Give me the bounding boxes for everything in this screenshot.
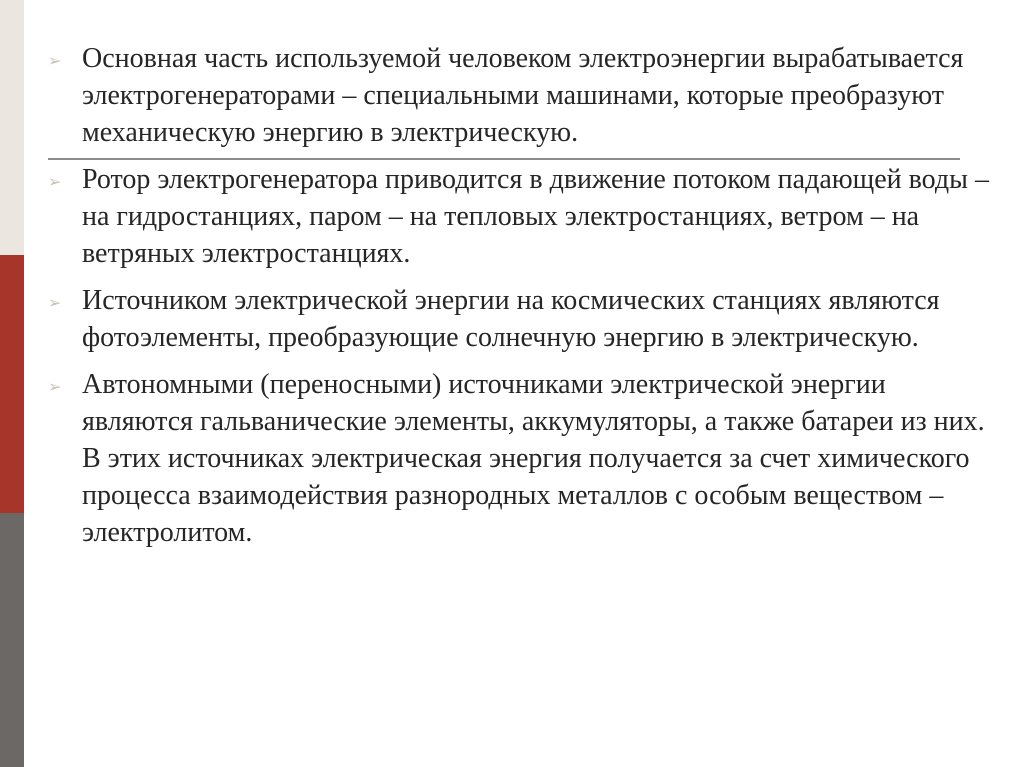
bullet-text: Автономными (переносными) источниками электрической энергии являются гальванические элементы, аккумуляторы, а также батареи из них. В этих источниках электрическая энергия получается за счет химического процесса взаимодействия разнородных металлов с особым веществом – электролитом. <box>82 369 985 548</box>
bullet-text: Ротор электрогенератора приводится в движение потоком падающей воды – на гидростанциях, паром – на тепловых электростанциях, ветром – на ветряных электростанциях. <box>82 164 989 269</box>
arrowhead-bullet-icon: ➢ <box>48 293 62 312</box>
bullet-text: Основная часть используемой человеком электроэнергии вырабатывается электрогенераторами – специальными машинами, которые преобразуют механическую энергию в электрическую. <box>82 43 964 148</box>
bullet-list <box>48 40 998 561</box>
bullet-text: Источником электрической энергии на космических станциях являются фотоэлементы, преобразующие солнечную энергию в электрическую. <box>82 285 940 353</box>
accent-bar-top <box>0 0 24 255</box>
arrowhead-bullet-icon: ➢ <box>48 51 62 70</box>
accent-bar-bottom <box>0 513 24 767</box>
arrowhead-bullet-icon: ➢ <box>48 172 62 191</box>
list-item <box>48 40 998 151</box>
list-item <box>48 366 998 551</box>
list-item <box>48 282 998 356</box>
accent-bar-middle <box>0 255 24 513</box>
list-item <box>48 161 998 272</box>
arrowhead-bullet-icon: ➢ <box>48 377 62 396</box>
